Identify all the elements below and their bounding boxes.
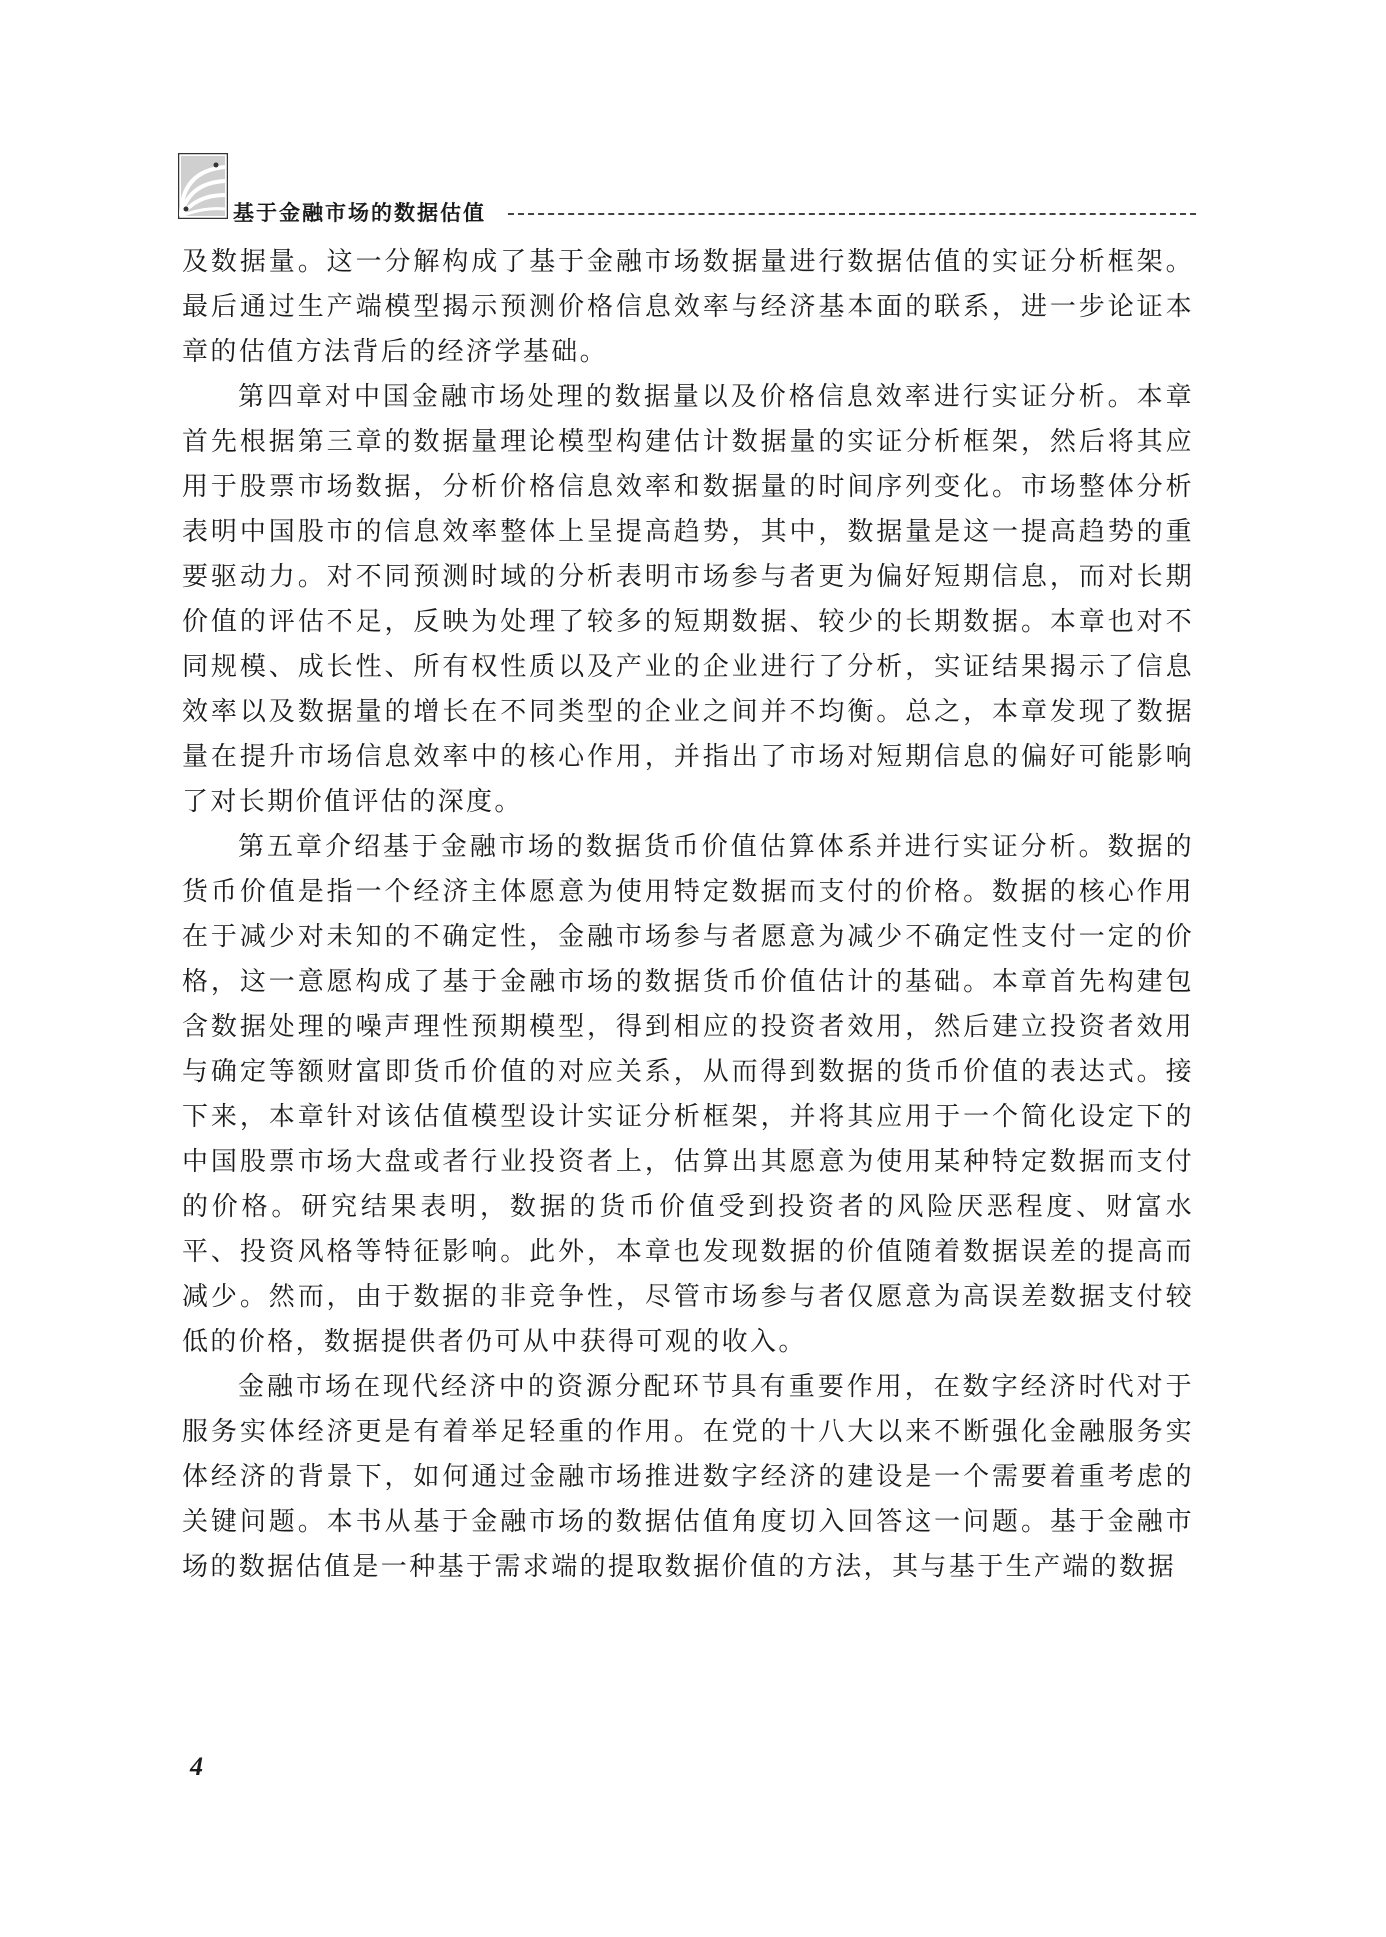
header-dashed-rule <box>508 213 1196 215</box>
body-text <box>182 240 1194 1590</box>
running-header <box>178 153 1196 223</box>
paragraph-1: 及数据量。这一分解构成了基于金融市场数据量进行数据估值的实证分析框架。最后通过生产端模型揭示预测价格信息效率与经济基本面的联系，进一步论证本章的估值方法背后的经济学基础。 <box>182 247 1194 367</box>
running-title: 基于金融市场的数据估值 <box>233 201 486 225</box>
paragraph-4: 金融市场在现代经济中的资源分配环节具有重要作用，在数字经济时代对于服务实体经济更是有着举足轻重的作用。在党的十八大以来不断强化金融服务实体经济的背景下，如何通过金融市场推进数字经济的建设是一个需要着重考虑的关键问题。本书从基于金融市场的数据估值角度切入回答这一问题。基于金融市场的数据估值是一种基于需求端的提取数据价值的方法，其与基于生产端的数据 <box>182 1372 1194 1582</box>
chapter-logo-icon <box>178 153 228 219</box>
paragraph-3: 第五章介绍基于金融市场的数据货币价值估算体系并进行实证分析。数据的货币价值是指一个经济主体愿意为使用特定数据而支付的价格。数据的核心作用在于减少对未知的不确定性，金融市场参与者愿意为减少不确定性支付一定的价格，这一意愿构成了基于金融市场的数据货币价值估计的基础。本章首先构建包含数据处理的噪声理性预期模型，得到相应的投资者效用，然后建立投资者效用与确定等额财富即货币价值的对应关系，从而得到数据的货币价值的表达式。接下来，本章针对该估值模型设计实证分析框架，并将其应用于一个简化设定下的中国股票市场大盘或者行业投资者上，估算出其愿意为使用某种特定数据而支付的价格。研究结果表明，数据的货币价值受到投资者的风险厌恶程度、财富水平、投资风格等特征影响。此外，本章也发现数据的价值随着数据误差的提高而减少。然而，由于数据的非竞争性，尽管市场参与者仅愿意为高误差数据支付较低的价格，数据提供者仍可从中获得可观的收入。 <box>182 832 1194 1357</box>
paragraph-2: 第四章对中国金融市场处理的数据量以及价格信息效率进行实证分析。本章首先根据第三章的数据量理论模型构建估计数据量的实证分析框架，然后将其应用于股票市场数据，分析价格信息效率和数据量的时间序列变化。市场整体分析表明中国股市的信息效率整体上呈提高趋势，其中，数据量是这一提高趋势的重要驱动力。对不同预测时域的分析表明市场参与者更为偏好短期信息，而对长期价值的评估不足，反映为处理了较多的短期数据、较少的长期数据。本章也对不同规模、成长性、所有权性质以及产业的企业进行了分析，实证结果揭示了信息效率以及数据量的增长在不同类型的企业之间并不均衡。总之，本章发现了数据量在提升市场信息效率中的核心作用，并指出了市场对短期信息的偏好可能影响了对长期价值评估的深度。 <box>182 382 1194 817</box>
page-number: 4 <box>190 1752 203 1781</box>
